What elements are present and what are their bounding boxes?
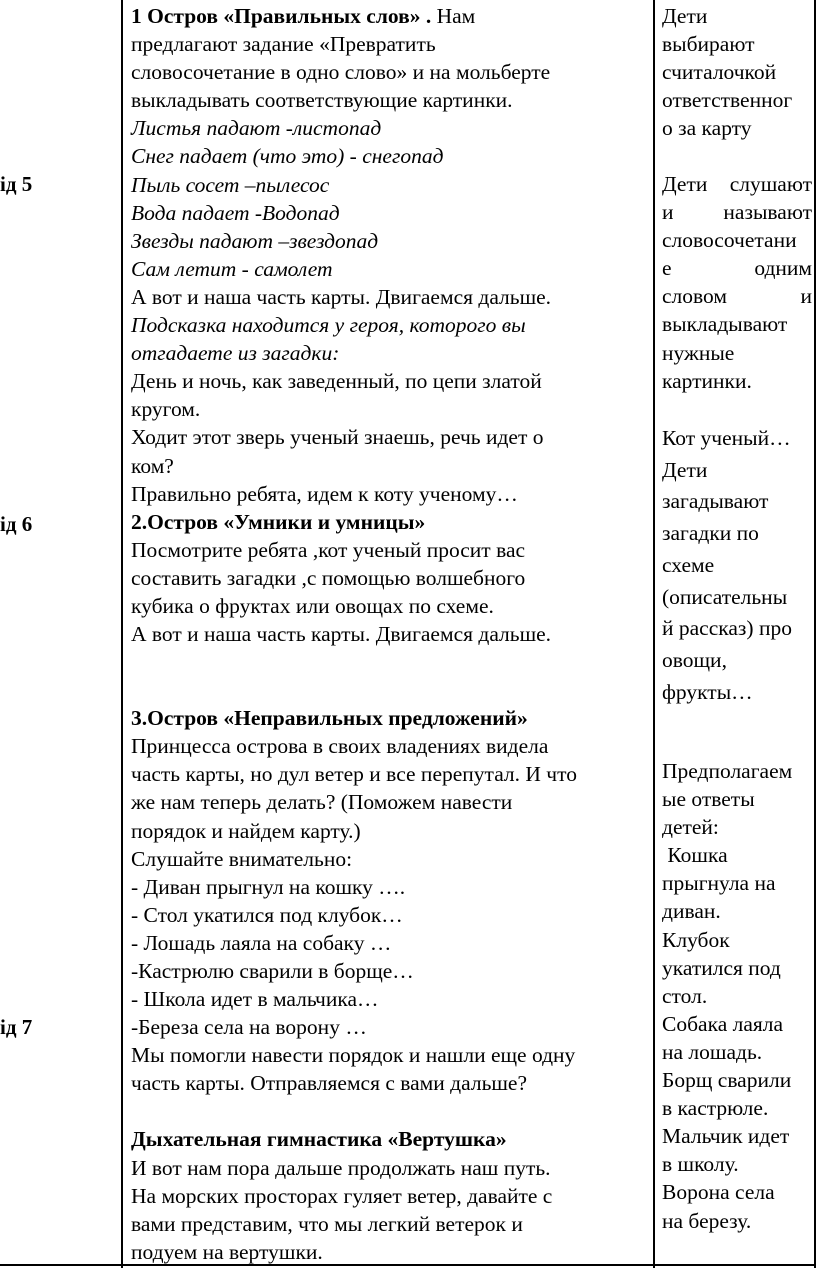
spacer <box>131 648 646 676</box>
riddle-line: ком? <box>131 453 174 478</box>
text-line: в кастрюле. <box>662 1096 769 1121</box>
island1-line-1: 1 Остров «Правильных слов» . Нам <box>131 4 476 28</box>
text-line: ответственног <box>662 88 793 113</box>
breathing-line: И вот нам пора дальше продолжать наш путь. <box>131 1155 551 1180</box>
text-line: считалочкой <box>662 60 777 85</box>
justified-line: словом и <box>662 284 812 309</box>
children-actions-block-3 <box>662 423 814 708</box>
justified-line: е одним <box>662 256 812 281</box>
island2-title: 2.Остров «Умники и умницы» <box>131 509 426 534</box>
island3-line: часть карты, но дул ветер и все перепутал. И что <box>131 762 577 787</box>
text-line: Дети <box>662 4 708 28</box>
island3-line: -Кастрюлю сварили в борще… <box>131 959 414 983</box>
island3-line: Мы помогли навести порядок и нашли еще одну <box>131 1043 576 1068</box>
island3-line: -Береза села на ворону … <box>131 1015 367 1040</box>
justified-line: и называют <box>662 200 812 225</box>
example-line: Пыль сосет –пылесос <box>131 172 330 197</box>
text-line: Собака лаяла <box>662 1011 784 1036</box>
text-line: Кошка <box>662 843 728 868</box>
text-line: на лошадь. <box>662 1039 763 1064</box>
text-line: диван. <box>662 899 721 924</box>
island1-intro: словосочетание в одно слово» и на мольберте <box>131 60 551 85</box>
text-line: загадки по <box>662 521 759 546</box>
breathing-line: На морских просторах гуляет ветер, давайте с <box>131 1183 553 1208</box>
island3-line: же нам теперь делать? (Поможем навести <box>131 790 513 815</box>
table-border-middle <box>653 0 655 1268</box>
text-line: картинки. <box>662 368 752 393</box>
island2-line: составить загадки ,с помощью волшебного <box>131 565 526 590</box>
spacer <box>131 676 646 704</box>
island1-title: 1 Остров «Правильных слов» . <box>131 4 432 28</box>
island1-intro: предлагают задание «Превратить <box>131 32 436 57</box>
island2-line: Посмотрите ребята ,кот ученый просит вас <box>131 537 526 562</box>
justified-line: Дети слушают <box>662 172 812 196</box>
island1-intro: выкладывать соответствующие картинки. <box>131 88 513 113</box>
text-line: Ворона села <box>662 1180 775 1205</box>
example-line: Звезды падают –звездопад <box>131 228 379 253</box>
breathing-line: подуем на вертушки. <box>131 1239 323 1264</box>
text-line: детей: <box>662 815 719 840</box>
text-line: Кот ученый… <box>662 426 791 450</box>
text-line: о за карту <box>662 116 752 141</box>
text-line: в школу. <box>662 1152 739 1177</box>
example-line: Листья падают -листопад <box>131 116 382 141</box>
riddle-line: Ходит этот зверь ученый знаешь, речь идет о <box>131 425 544 450</box>
map-line: А вот и наша часть карты. Двигаемся дальше. <box>131 284 552 309</box>
children-actions-block-2 <box>662 170 814 395</box>
text-line: Предполагаем <box>662 759 793 783</box>
island3-line: - Лошадь лаяла на собаку … <box>131 930 392 955</box>
text-line: фрукты… <box>662 679 753 704</box>
text-line: выбирают <box>662 32 755 57</box>
island3-line: порядок и найдем карту.) <box>131 818 361 843</box>
example-line: Снег падает (что это) - снегопад <box>131 144 444 169</box>
text-line: овощи, <box>662 647 727 672</box>
text-line: (описательны <box>662 584 788 609</box>
riddle-line: Правильно ребята, идем к коту ученому… <box>131 481 518 506</box>
island3-line: - Школа идет в мальчика… <box>131 987 379 1012</box>
text-line: Мальчик идет <box>662 1124 790 1149</box>
children-actions-block-1 <box>662 2 814 142</box>
lesson-content-column <box>131 2 646 1266</box>
text-line: ые ответы <box>662 787 755 812</box>
breathing-line: вами представим, что мы легкий ветерок и <box>131 1211 523 1236</box>
table-border-left-inner <box>121 0 123 1268</box>
hint-line: отгадаете из загадки: <box>131 341 340 366</box>
text-line: стол. <box>662 983 708 1008</box>
text-line: схеме <box>662 552 715 577</box>
text-line: Клубок <box>662 927 730 952</box>
text-line: прыгнула на <box>662 871 776 896</box>
island3-line: - Стол укатился под клубок… <box>131 902 403 927</box>
hint-line: Подсказка находится у героя, которого вы <box>131 313 526 338</box>
island2-line: кубика о фруктах или овощах по схеме. <box>131 593 494 618</box>
text-line: выкладывают <box>662 312 788 337</box>
text-line: на березу. <box>662 1208 752 1233</box>
text-line: Дети <box>662 457 708 482</box>
island2-line: А вот и наша часть карты. Двигаемся дальше. <box>131 622 552 647</box>
text-line: й рассказ) про <box>662 616 792 641</box>
island3-line: Слушайте внимательно: <box>131 846 353 871</box>
island3-line: Принцесса острова в своих владениях видела <box>131 734 549 759</box>
text-line: словосочетани <box>662 228 797 253</box>
riddle-line: кругом. <box>131 397 201 422</box>
text-line: загадывают <box>662 489 769 514</box>
island3-line: - Диван прыгнул на кошку …. <box>131 874 406 899</box>
example-line: Вода падает -Водопад <box>131 200 340 225</box>
expected-answers-block <box>662 757 814 1235</box>
slide-label-7: ід 7 <box>0 1015 33 1039</box>
example-line: Сам летит - самолет <box>131 256 333 281</box>
text-line: нужные <box>662 340 735 365</box>
spacer <box>131 1097 646 1125</box>
breathing-title: Дыхательная гимнастика «Вертушка» <box>131 1127 507 1152</box>
island3-title: 3.Остров «Неправильных предложений» <box>131 706 528 731</box>
slide-label-5: ід 5 <box>0 172 33 196</box>
slide-label-6: ід 6 <box>0 512 33 536</box>
riddle-line: День и ночь, как заведенный, по цепи златой <box>131 369 542 394</box>
text-line: Борщ сварили <box>662 1068 792 1093</box>
text-line: укатился под <box>662 955 781 980</box>
island3-line: часть карты. Отправляемся с вами дальше? <box>131 1071 528 1096</box>
